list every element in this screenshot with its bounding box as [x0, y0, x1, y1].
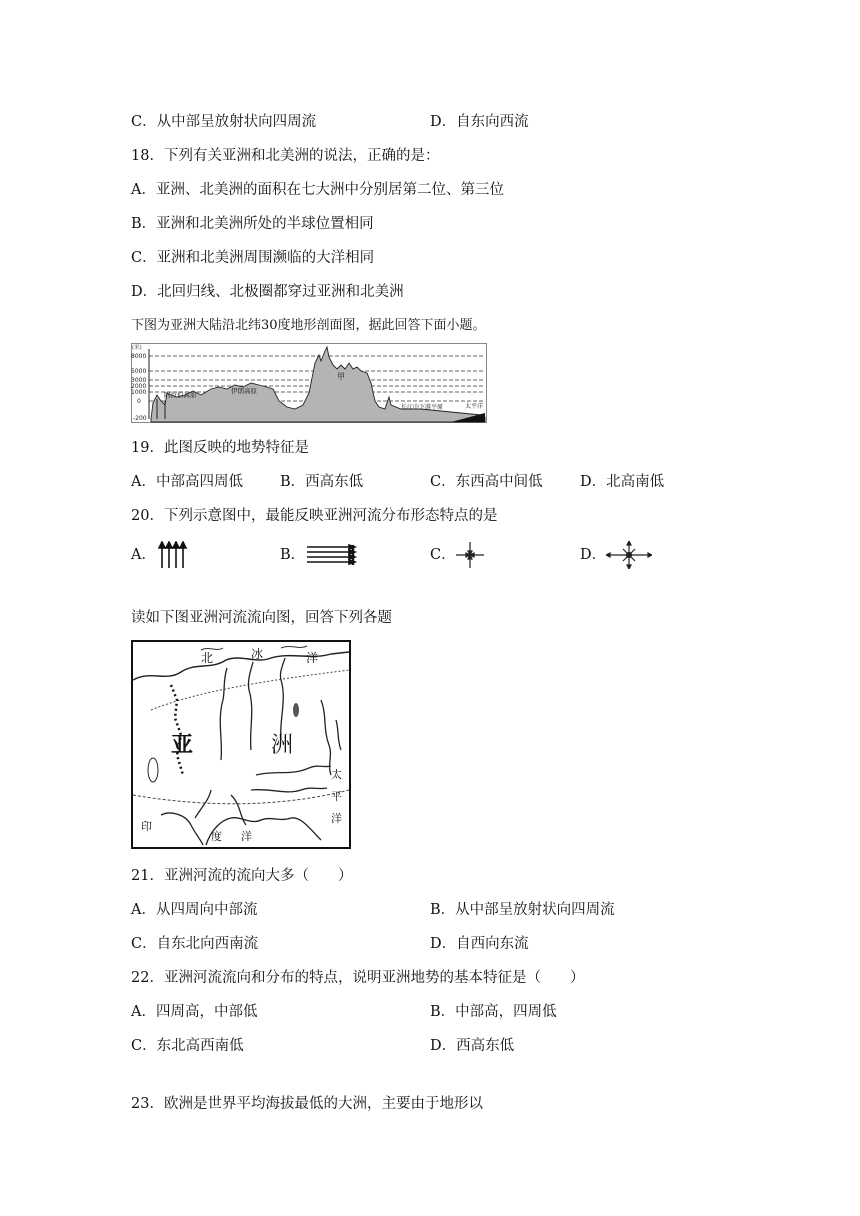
q19-option-c: C．东西高中间低	[430, 474, 543, 490]
radiating-arrows-icon	[606, 541, 652, 569]
q18-stem: 18．下列有关亚洲和北美洲的说法，正确的是：	[131, 148, 440, 164]
map-label-bei: 北	[201, 651, 214, 665]
q17-option-d: D．自东向西流	[430, 114, 529, 130]
y-tick-3000: 3000	[131, 377, 147, 384]
y-tick-1000: 1000	[131, 389, 147, 396]
map-label-yang2: 洋	[331, 812, 342, 825]
asia-river-map	[131, 640, 351, 849]
y-tick-2000: 2000	[131, 383, 147, 390]
map-label-yin: 印	[141, 820, 152, 833]
map-label-ping: 平	[331, 790, 342, 803]
map-label-zhou: 洲	[271, 733, 294, 758]
q22-option-c: C．东北高西南低	[131, 1038, 244, 1054]
q21-stem: 21．亚洲河流的流向大多（ ）	[131, 868, 353, 884]
q22-stem: 22．亚洲河流流向和分布的特点，说明亚洲地势的基本特征是（ ）	[131, 970, 585, 986]
q19-stem: 19．此图反映的地势特征是	[131, 440, 309, 456]
q21-option-a: A．从四周向中部流	[131, 902, 258, 918]
profile-intro: 下图为亚洲大陆沿北纬30度地形剖面图，据此回答下面小题。	[131, 318, 486, 333]
map-label-tai: 太	[331, 768, 342, 781]
q21-option-b: B．从中部呈放射状向四周流	[430, 902, 615, 918]
terrain-profile-figure	[131, 343, 487, 423]
q18-option-d: D．北回归线、北极圈都穿过亚洲和北美洲	[131, 284, 404, 300]
q21-option-c: C．自东北向西南流	[131, 936, 259, 952]
parallel-arrows-right-icon	[305, 544, 357, 566]
y-tick-0: 0	[137, 398, 141, 405]
q18-option-b: B．亚洲和北美洲所处的半球位置相同	[131, 216, 374, 232]
q22-option-a: A．四周高，中部低	[131, 1004, 258, 1020]
y-tick-5000: 5000	[131, 368, 147, 375]
label-jia: 甲	[337, 372, 345, 381]
q18-option-c: C．亚洲和北美洲周围濒临的大洋相同	[131, 250, 375, 266]
q20-option-c-label: C．	[430, 547, 456, 563]
map-label-yang1: 洋	[306, 651, 319, 665]
map-intro: 读如下图亚洲河流流向图，回答下列各题	[131, 610, 392, 626]
map-label-du: 度	[211, 830, 222, 843]
label-yangtze-plain: 长江中下游平原	[401, 404, 444, 411]
q20-stem: 20．下列示意图中，最能反映亚洲河流分布形态特点的是	[131, 508, 498, 524]
converging-arrows-icon	[455, 541, 485, 569]
label-pacific: 太平洋	[465, 403, 484, 410]
q17-option-c: C．从中部呈放射状向四周流	[131, 114, 317, 130]
q22-option-b: B．中部高，四周低	[430, 1004, 557, 1020]
y-tick-8000: 8000	[131, 353, 147, 360]
q23-stem: 23．欧洲是世界平均海拔最低的大洲，主要由于地形以	[131, 1096, 483, 1112]
label-arabian-plateau: 阿拉伯高原	[164, 391, 197, 399]
label-iran-plateau: 伊朗高原	[231, 387, 257, 395]
parallel-arrows-up-icon	[158, 541, 190, 569]
q18-option-a: A．亚洲、北美洲的面积在七大洲中分别居第二位、第三位	[131, 182, 504, 198]
q20-option-b-label: B．	[280, 547, 306, 563]
profile-unit: (米)	[132, 345, 142, 351]
q19-option-b: B．西高东低	[280, 474, 364, 490]
q20-option-a-label: A．	[131, 547, 156, 563]
map-label-yang3: 洋	[241, 830, 252, 843]
q21-option-d: D．自西向东流	[430, 936, 529, 952]
q20-option-d-label: D．	[580, 547, 607, 563]
q19-option-d: D．北高南低	[580, 474, 665, 490]
map-label-bing: 冰	[251, 647, 264, 661]
q19-option-a: A．中部高四周低	[131, 474, 243, 490]
q22-option-d: D．西高东低	[430, 1038, 515, 1054]
y-tick-neg200: -200	[133, 415, 147, 422]
map-label-ya: 亚	[171, 733, 194, 758]
